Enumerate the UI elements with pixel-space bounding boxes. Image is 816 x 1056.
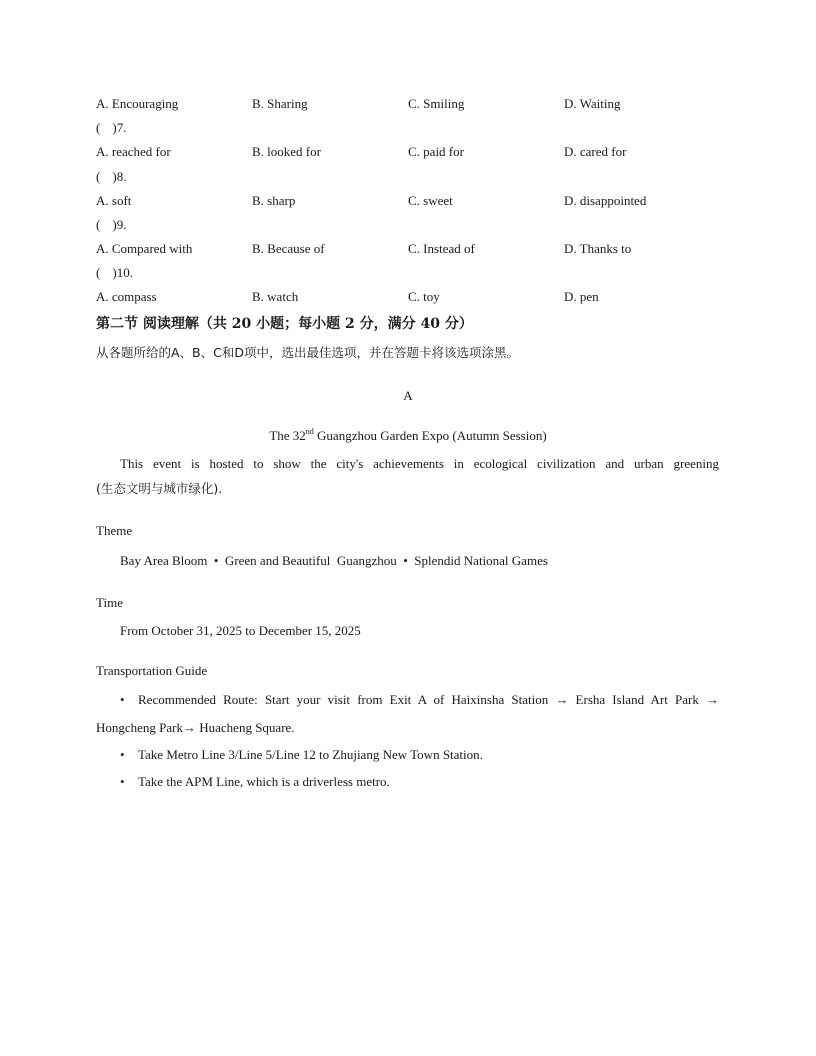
option-c: C. paid for [408, 144, 464, 159]
option-c: C. Smiling [408, 96, 465, 111]
option-d: D. pen [564, 289, 599, 304]
question-8-options [96, 192, 736, 210]
option-d: D. Thanks to [564, 241, 632, 256]
intro-line-1: This event is hosted to show the city's achievements in ecological civilization and urban greening [120, 456, 719, 471]
option-a: A. Encouraging [96, 96, 179, 111]
question-7-options [96, 143, 736, 161]
option-a: A. reached for [96, 144, 171, 159]
option-d: D. cared for [564, 144, 627, 159]
question-10-number: ( )10. [96, 265, 133, 280]
time-text: From October 31, 2025 to December 15, 2025 [120, 623, 361, 638]
theme-text: Bay Area Bloom • Green and Beautiful Guangzhou • Splendid National Games [120, 553, 548, 568]
passage-letter: A [403, 388, 413, 403]
question-8-number: ( )8. [96, 169, 127, 184]
bullet-icon: • [120, 747, 125, 762]
question-9-number: ( )9. [96, 217, 127, 232]
option-a: A. soft [96, 193, 132, 208]
metro-item: • Take Metro Line 3/Line 5/Line 12 to Zhujiang New Town Station. [120, 747, 483, 762]
option-b: B. watch [252, 289, 299, 304]
transport-label: Transportation Guide [96, 663, 208, 678]
option-b: B. Sharing [252, 96, 308, 111]
option-c: C. toy [408, 289, 440, 304]
option-b: B. Because of [252, 241, 325, 256]
question-6-options [96, 95, 736, 113]
question-10-options [96, 288, 736, 306]
question-7-number: ( )7. [96, 120, 127, 135]
route-line-1: • Recommended Route: Start your visit from Exit A of Haixinsha Station → Ersha Island Art Park → [120, 692, 719, 707]
option-a: A. compass [96, 289, 157, 304]
intro-line-2: (生态文明与城市绿化). [96, 481, 223, 496]
option-c: C. sweet [408, 193, 453, 208]
question-9-options [96, 240, 736, 258]
time-label: Time [96, 595, 123, 610]
option-c: C. Instead of [408, 241, 475, 256]
section-instruction: 从各题所给的A、B、C和D项中，选出最佳选项，并在答题卡将该选项涂黑。 [96, 345, 519, 360]
bullet-icon: • [120, 774, 125, 789]
option-a: A. Compared with [96, 241, 193, 256]
theme-label: Theme [96, 523, 133, 538]
bullet-icon: • [120, 692, 125, 707]
option-b: B. sharp [252, 193, 296, 208]
section-heading: 第二节 阅读理解（共 20 小题；每小题 2 分，满分 40 分） [96, 316, 473, 332]
option-b: B. looked for [252, 144, 321, 159]
passage-title: The 32nd Guangzhou Garden Expo (Autumn Session) [269, 427, 547, 443]
apm-item: • Take the APM Line, which is a driverless metro. [120, 774, 390, 789]
option-d: D. Waiting [564, 96, 621, 111]
route-line-2: Hongcheng Park→ Huacheng Square. [96, 720, 295, 735]
title-superscript: nd [305, 427, 314, 436]
option-d: D. disappointed [564, 193, 647, 208]
